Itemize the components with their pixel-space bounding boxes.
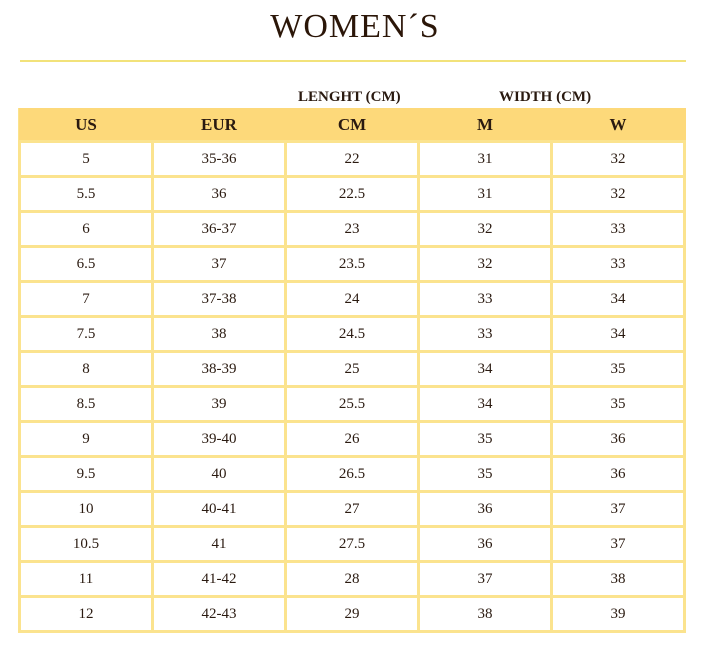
cell-w: 33 (552, 247, 685, 282)
cell-eur: 35-36 (153, 142, 286, 177)
cell-eur: 39 (153, 387, 286, 422)
table-row (20, 387, 685, 422)
cell-w: 36 (552, 422, 685, 457)
table-header-row (20, 109, 685, 142)
length-group-label: LENGHT (CM) (298, 89, 401, 105)
cell-w: 35 (552, 352, 685, 387)
cell-cm: 22 (286, 142, 419, 177)
cell-cm: 23 (286, 212, 419, 247)
cell-m: 34 (419, 387, 552, 422)
table-row (20, 212, 685, 247)
cell-w: 36 (552, 457, 685, 492)
cell-m: 33 (419, 282, 552, 317)
cell-eur: 40-41 (153, 492, 286, 527)
cell-w: 32 (552, 177, 685, 212)
cell-m: 33 (419, 317, 552, 352)
cell-eur: 39-40 (153, 422, 286, 457)
cell-us: 10 (20, 492, 153, 527)
cell-us: 7.5 (20, 317, 153, 352)
table-row (20, 457, 685, 492)
cell-cm: 25.5 (286, 387, 419, 422)
cell-cm: 27 (286, 492, 419, 527)
table-row (20, 247, 685, 282)
cell-cm: 28 (286, 562, 419, 597)
cell-eur: 38-39 (153, 352, 286, 387)
cell-m: 34 (419, 352, 552, 387)
cell-us: 5.5 (20, 177, 153, 212)
cell-us: 12 (20, 597, 153, 632)
table-row (20, 142, 685, 177)
cell-us: 11 (20, 562, 153, 597)
cell-eur: 41 (153, 527, 286, 562)
column-header-us: US (20, 109, 153, 142)
cell-eur: 40 (153, 457, 286, 492)
cell-m: 32 (419, 212, 552, 247)
cell-m: 31 (419, 142, 552, 177)
table-row (20, 492, 685, 527)
cell-eur: 42-43 (153, 597, 286, 632)
page-title: WOMEN´S (270, 8, 440, 45)
cell-m: 36 (419, 492, 552, 527)
cell-w: 39 (552, 597, 685, 632)
cell-cm: 29 (286, 597, 419, 632)
table-body (20, 142, 685, 632)
cell-cm: 23.5 (286, 247, 419, 282)
cell-eur: 37-38 (153, 282, 286, 317)
width-group-label: WIDTH (CM) (499, 89, 592, 105)
cell-w: 37 (552, 527, 685, 562)
cell-eur: 36-37 (153, 212, 286, 247)
cell-m: 35 (419, 457, 552, 492)
cell-us: 6.5 (20, 247, 153, 282)
cell-w: 38 (552, 562, 685, 597)
cell-m: 35 (419, 422, 552, 457)
table-row (20, 352, 685, 387)
column-header-w: W (552, 109, 685, 142)
cell-eur: 38 (153, 317, 286, 352)
cell-w: 34 (552, 317, 685, 352)
cell-m: 36 (419, 527, 552, 562)
cell-w: 32 (552, 142, 685, 177)
cell-eur: 41-42 (153, 562, 286, 597)
column-header-cm: CM (286, 109, 419, 142)
cell-us: 10.5 (20, 527, 153, 562)
column-header-eur: EUR (153, 109, 286, 142)
cell-w: 33 (552, 212, 685, 247)
cell-m: 37 (419, 562, 552, 597)
table-row (20, 422, 685, 457)
cell-us: 9 (20, 422, 153, 457)
table-row (20, 317, 685, 352)
table-row (20, 562, 685, 597)
cell-cm: 25 (286, 352, 419, 387)
cell-cm: 26.5 (286, 457, 419, 492)
cell-m: 38 (419, 597, 552, 632)
cell-cm: 26 (286, 422, 419, 457)
cell-m: 31 (419, 177, 552, 212)
cell-cm: 24 (286, 282, 419, 317)
table-row (20, 177, 685, 212)
table-row (20, 527, 685, 562)
cell-w: 35 (552, 387, 685, 422)
cell-us: 9.5 (20, 457, 153, 492)
cell-w: 34 (552, 282, 685, 317)
table-row (20, 282, 685, 317)
cell-w: 37 (552, 492, 685, 527)
cell-eur: 36 (153, 177, 286, 212)
cell-cm: 24.5 (286, 317, 419, 352)
cell-us: 8 (20, 352, 153, 387)
cell-us: 5 (20, 142, 153, 177)
cell-us: 8.5 (20, 387, 153, 422)
cell-eur: 37 (153, 247, 286, 282)
size-chart-table (18, 108, 686, 633)
column-header-m: M (419, 109, 552, 142)
cell-cm: 27.5 (286, 527, 419, 562)
cell-us: 6 (20, 212, 153, 247)
cell-cm: 22.5 (286, 177, 419, 212)
cell-us: 7 (20, 282, 153, 317)
title-divider (20, 60, 686, 62)
table-row (20, 597, 685, 632)
cell-m: 32 (419, 247, 552, 282)
